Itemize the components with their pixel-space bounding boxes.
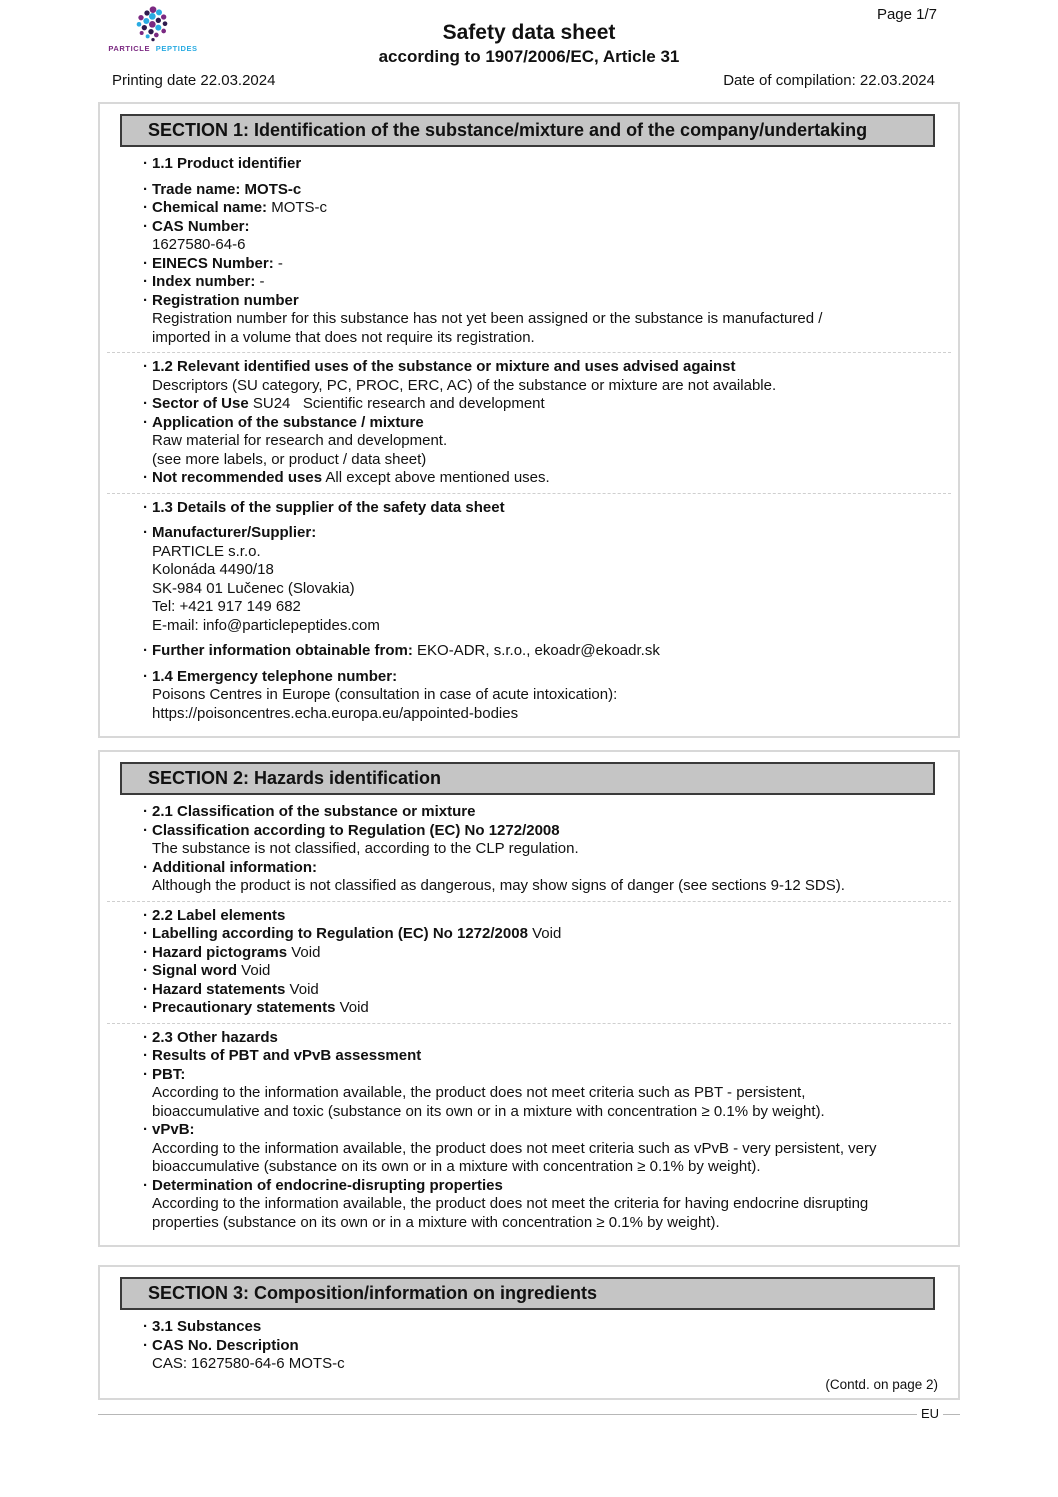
field-row <box>100 1318 958 1337</box>
field-label: Index number: <box>152 273 256 290</box>
page-number: Page 1/7 <box>876 6 937 23</box>
text-line: Tel: +421 917 149 682 <box>152 598 301 615</box>
field-row <box>100 803 958 822</box>
field-value: Void <box>237 962 271 979</box>
text-line: Raw material for research and development. <box>152 432 448 449</box>
field-row <box>100 181 958 200</box>
dashed-separator <box>107 493 951 494</box>
bullet-dot: · <box>143 858 148 876</box>
field-value: Void <box>527 925 562 942</box>
field-label: Results of PBT and vPvB assessment <box>152 1047 422 1064</box>
footer-rule-line-end <box>943 1414 960 1415</box>
field-row <box>100 1337 958 1356</box>
text-line: According to the information available, the product does not meet the criteria for having endocrine disrupting <box>152 1195 869 1212</box>
bullet-dot: · <box>143 925 148 942</box>
bullet-dot: · <box>143 667 148 685</box>
section-3-body <box>100 1318 958 1398</box>
field-row <box>100 199 958 218</box>
field-label: Hazard statements <box>152 980 286 998</box>
section-1-header: SECTION 1: Identification of the substance/mixture and of the company/undertaking <box>120 114 935 147</box>
bullet-dot: · <box>143 254 148 272</box>
text-line: The substance is not classified, according to the CLP regulation. <box>152 840 579 857</box>
section-3-header: SECTION 3: Composition/information on ingredients <box>120 1277 935 1310</box>
field-label: CAS No. Description <box>152 1336 299 1354</box>
bullet-dot: · <box>143 906 148 924</box>
field-label: Sector of Use <box>152 395 249 412</box>
field-label: Labelling according to Regulation (EC) No 1272/2008 <box>152 925 528 942</box>
field-label: 1.3 Details of the supplier of the safety data sheet <box>152 498 505 516</box>
text-line: According to the information available, the product does not meet criteria such as vPvB - very persistent, very <box>152 1139 877 1157</box>
bullet-dot: · <box>143 1176 148 1194</box>
field-row <box>100 395 958 414</box>
document-subtitle: according to 1907/2006/EC, Article 31 <box>378 47 680 66</box>
bullet-dot: · <box>143 980 148 998</box>
field-label: Trade name: MOTS-c <box>152 180 302 198</box>
logo-text <box>108 44 197 53</box>
text-line: SK-984 01 Lučenec (Slovakia) <box>152 579 355 597</box>
field-row <box>100 907 958 926</box>
field-row <box>100 469 958 488</box>
bullet-dot: · <box>143 180 148 198</box>
field-value: SU24 Scientific research and development <box>248 395 545 412</box>
field-row <box>100 859 958 878</box>
field-row <box>100 292 958 311</box>
date-row <box>112 72 935 89</box>
field-label: CAS Number: <box>152 217 250 235</box>
logo-word-peptides: PEPTIDES <box>155 44 198 53</box>
field-row <box>100 962 958 981</box>
field-label: Manufacturer/Supplier: <box>152 524 317 541</box>
field-value: EKO-ADR, s.r.o., ekoadr@ekoadr.sk <box>412 642 660 659</box>
bullet-dot: · <box>143 524 148 541</box>
field-row <box>100 255 958 274</box>
field-label: 2.1 Classification of the substance or mixture <box>152 803 476 820</box>
field-row <box>100 944 958 963</box>
field-label: 2.3 Other hazards <box>152 1028 278 1046</box>
field-label: 1.2 Relevant identified uses of the substance or mixture and uses advised against <box>152 358 736 375</box>
bullet-dot: · <box>143 395 148 412</box>
bullet-dot: · <box>143 1065 148 1083</box>
text-line: Registration number for this substance has not yet been assigned or the substance is manufactured / <box>152 310 823 327</box>
field-row <box>100 999 958 1018</box>
bullet-dot: · <box>143 1047 148 1064</box>
field-label: 1.4 Emergency telephone number: <box>152 667 398 685</box>
bullet-dot: · <box>143 999 148 1016</box>
text-line: CAS: 1627580-64-6 MOTS-c <box>152 1355 345 1372</box>
spacer <box>100 635 958 642</box>
text-line: properties (substance on its own or in a mixture with concentration ≥ 0.1% by weight). <box>152 1213 720 1231</box>
company-logo <box>108 5 198 53</box>
field-label: Signal word <box>152 962 238 979</box>
field-label: Determination of endocrine-disrupting properties <box>152 1176 503 1194</box>
field-value: - <box>255 273 265 290</box>
field-label: 1.1 Product identifier <box>152 155 302 172</box>
bullet-dot: · <box>143 1121 148 1138</box>
text-line: 1627580-64-6 <box>152 236 246 253</box>
field-value: Void <box>285 980 319 998</box>
bullet-dot: · <box>143 1028 148 1046</box>
text-line: Poisons Centres in Europe (consultation in case of acute intoxication): <box>152 686 618 703</box>
text-line: bioaccumulative (substance on its own or in a mixture with concentration ≥ 0.1% by weight). <box>152 1158 761 1175</box>
text-line: Although the product is not classified as dangerous, may show signs of danger (see sections 9-12 SDS). <box>152 877 845 894</box>
bullet-dot: · <box>143 1336 148 1354</box>
bullet-dot: · <box>143 199 148 216</box>
dashed-separator <box>107 901 951 902</box>
field-row <box>100 1029 958 1048</box>
text-line: Kolonáda 4490/18 <box>152 561 274 578</box>
field-value: Void <box>335 999 369 1016</box>
field-label: Application of the substance / mixture <box>152 413 424 431</box>
section-2-body <box>100 803 958 1245</box>
text-line: According to the information available, the product does not meet criteria such as PBT - persistent, <box>152 1084 806 1101</box>
footer-rule-line <box>98 1414 917 1415</box>
bullet-dot: · <box>143 642 148 659</box>
field-label: PBT: <box>152 1065 186 1083</box>
field-row <box>100 822 958 841</box>
field-row <box>100 981 958 1000</box>
bullet-dot: · <box>143 413 148 431</box>
field-label: Additional information: <box>152 858 317 876</box>
bullet-dot: · <box>143 273 148 290</box>
field-label: Not recommended uses <box>152 469 323 486</box>
section-3-composition <box>98 1265 960 1400</box>
field-label: vPvB: <box>152 1121 195 1138</box>
bullet-dot: · <box>143 498 148 516</box>
field-value: MOTS-c <box>267 199 328 216</box>
field-row <box>100 218 958 237</box>
text-line: PARTICLE s.r.o. <box>152 542 261 560</box>
section-1-identification <box>98 102 960 738</box>
region-label: EU <box>920 1405 939 1421</box>
text-line: E-mail: info@particlepeptides.com <box>152 616 380 634</box>
bullet-dot: · <box>143 803 148 820</box>
field-value: - <box>273 254 283 272</box>
field-value: All except above mentioned uses. <box>322 469 550 486</box>
footer-rule <box>98 1406 960 1423</box>
dashed-separator <box>107 352 951 353</box>
bullet-dot: · <box>143 291 148 309</box>
field-row <box>100 1047 958 1066</box>
bullet-dot: · <box>143 821 148 839</box>
text-line: bioaccumulative and toxic (substance on its own or in a mixture with concentration ≥ 0.1% by weight). <box>152 1102 825 1120</box>
field-row <box>100 642 958 661</box>
text-line: imported in a volume that does not require its registration. <box>152 328 535 346</box>
particle-sphere-icon <box>133 5 173 43</box>
bullet-dot: · <box>143 962 148 979</box>
document-title: Safety data sheet <box>442 21 616 44</box>
bullet-dot: · <box>143 1318 148 1335</box>
spacer <box>100 517 958 524</box>
field-row <box>100 499 958 518</box>
field-row <box>100 155 958 174</box>
bullet-dot: · <box>143 155 148 172</box>
text-line: https://poisoncentres.echa.europa.eu/appointed-bodies <box>152 704 519 722</box>
field-label: Chemical name: <box>152 199 268 216</box>
spacer <box>100 174 958 181</box>
bullet-dot: · <box>143 469 148 486</box>
page-header <box>0 0 1058 72</box>
logo-word-particle: PARTICLE <box>108 44 151 53</box>
section-2-hazards <box>98 750 960 1247</box>
field-label: Classification according to Regulation (EC) No 1272/2008 <box>152 821 560 839</box>
field-label: 2.2 Label elements <box>152 906 286 924</box>
contd-note: (Contd. on page 2) <box>825 1376 938 1392</box>
field-label: Hazard pictograms <box>152 943 288 961</box>
bullet-dot: · <box>143 943 148 961</box>
text-line: (see more labels, or product / data sheet) <box>152 450 427 468</box>
field-label: 3.1 Substances <box>152 1318 262 1335</box>
section-1-body <box>100 155 958 736</box>
field-row <box>100 414 958 433</box>
section-2-header: SECTION 2: Hazards identification <box>120 762 935 795</box>
field-label: Further information obtainable from: <box>152 642 413 659</box>
spacer <box>100 661 958 668</box>
field-row <box>100 358 958 377</box>
compilation-date: Date of compilation: 22.03.2024 <box>723 72 935 89</box>
bullet-dot: · <box>143 217 148 235</box>
field-value: Void <box>287 943 321 961</box>
printing-date: Printing date 22.03.2024 <box>112 72 276 89</box>
field-row <box>100 668 958 687</box>
field-label: Registration number <box>152 291 299 309</box>
field-row <box>100 925 958 944</box>
field-label: Precautionary statements <box>152 999 336 1016</box>
field-row <box>100 524 958 543</box>
field-row <box>100 1177 958 1196</box>
dashed-separator <box>107 1023 951 1024</box>
field-row <box>100 1121 958 1140</box>
bullet-dot: · <box>143 358 148 375</box>
field-row <box>100 273 958 292</box>
text-line: Descriptors (SU category, PC, PROC, ERC, AC) of the substance or mixture are not available. <box>152 376 777 394</box>
field-label: EINECS Number: <box>152 254 274 272</box>
field-row <box>100 1066 958 1085</box>
